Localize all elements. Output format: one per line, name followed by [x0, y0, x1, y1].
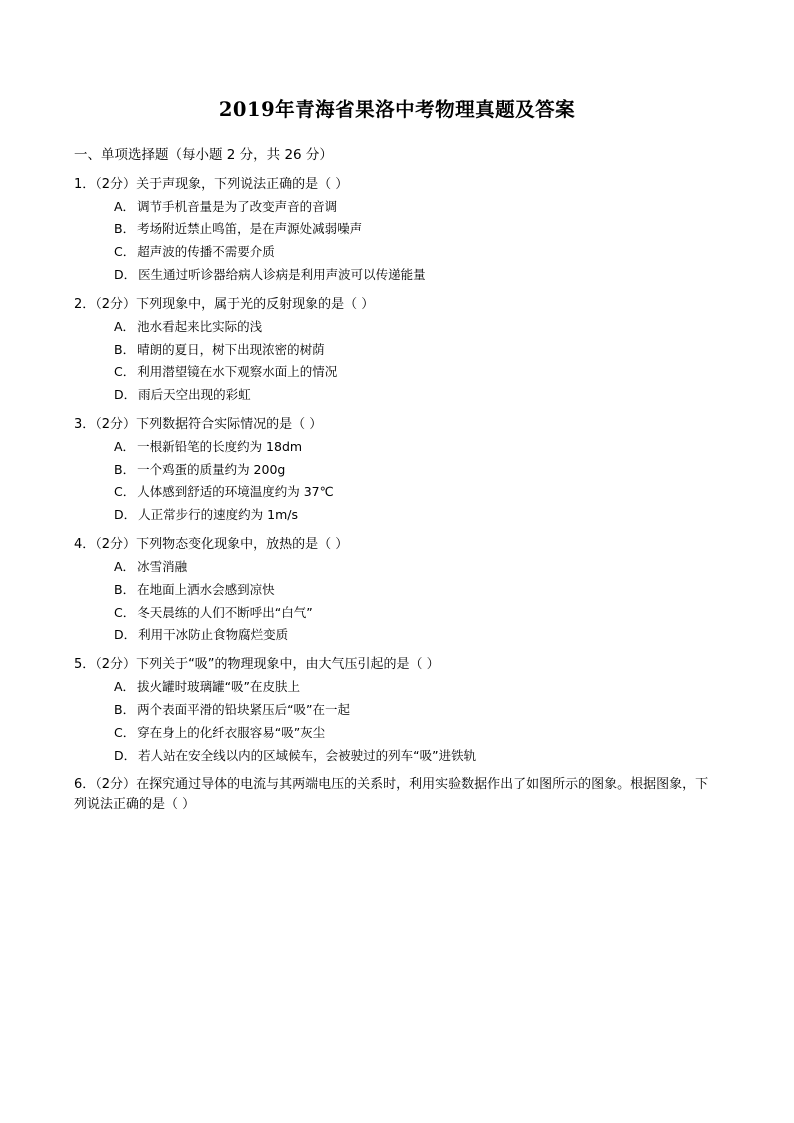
- question-score: （2分）: [95, 176, 137, 192]
- option-b: [74, 701, 720, 720]
- option-text: 一个鸡蛋的质量约为 200g: [137, 461, 286, 477]
- question-stem: [74, 295, 720, 315]
- option-c: [74, 604, 720, 623]
- option-text: 穿在身上的化纤衣服容易“吸”灰尘: [137, 724, 326, 740]
- option-a: [74, 438, 720, 457]
- option-label: B．: [114, 581, 136, 597]
- option-label: C．: [114, 244, 136, 260]
- question-text: 关于声现象，下列说法正确的是（ ）: [136, 176, 349, 192]
- option-label: A．: [114, 318, 136, 334]
- question-2: [74, 295, 720, 405]
- option-b: [74, 341, 720, 360]
- question-number: 5．: [74, 657, 96, 673]
- option-a: [74, 558, 720, 577]
- option-label: D．: [114, 627, 137, 643]
- option-b: [74, 461, 720, 480]
- question-score: （2分）: [95, 416, 137, 432]
- question-text: 下列关于“吸”的物理现象中，由大气压引起的是（ ）: [136, 657, 440, 673]
- option-label: A．: [114, 559, 136, 575]
- question-text: 下列数据符合实际情况的是（ ）: [136, 416, 323, 432]
- option-text: 在地面上洒水会感到凉快: [137, 581, 275, 597]
- option-d: [74, 266, 720, 285]
- option-d: [74, 506, 720, 525]
- question-stem: [74, 535, 720, 555]
- option-text: 人体感到舒适的环境温度约为 37℃: [137, 484, 334, 500]
- option-d: [74, 626, 720, 645]
- option-label: B．: [114, 702, 136, 717]
- question-5: [74, 655, 720, 765]
- option-label: B．: [114, 461, 136, 477]
- option-a: [74, 198, 720, 217]
- option-text: 池水看起来比实际的浅: [137, 318, 263, 334]
- option-label: D．: [114, 387, 137, 403]
- option-b: [74, 220, 720, 239]
- option-text: 考场附近禁止鸣笛，是在声源处减弱噪声: [137, 221, 363, 237]
- option-label: A．: [114, 198, 136, 214]
- question-text: 下列现象中，属于光的反射现象的是（ ）: [136, 296, 375, 312]
- option-label: D．: [114, 747, 137, 763]
- option-label: D．: [114, 507, 137, 523]
- option-label: C．: [114, 364, 136, 380]
- option-a: [74, 678, 720, 697]
- option-label: C．: [114, 604, 136, 620]
- question-number: 6．: [74, 777, 96, 793]
- option-c: [74, 363, 720, 382]
- option-label: C．: [114, 484, 136, 500]
- question-stem: [74, 655, 720, 675]
- question-1: [74, 175, 720, 285]
- option-label: A．: [114, 679, 136, 695]
- option-text: 拔火罐时玻璃罐“吸”在皮肤上: [137, 679, 301, 695]
- question-3: [74, 415, 720, 525]
- option-c: [74, 483, 720, 502]
- section-heading: 一、单项选择题（每小题 2 分，共 26 分）: [74, 147, 333, 164]
- option-text: 医生通过听诊器给病人诊病是利用声波可以传递能量: [138, 266, 426, 282]
- question-number: 1．: [74, 176, 96, 192]
- option-d: [74, 747, 720, 766]
- question-number: 3．: [74, 416, 96, 432]
- option-c: [74, 724, 720, 743]
- question-score: （2分）: [95, 777, 137, 793]
- question-number: 2．: [74, 296, 96, 312]
- option-text: 冬天晨练的人们不断呼出“白气”: [137, 604, 313, 620]
- option-text: 冰雪消融: [137, 559, 188, 575]
- page-title: 2019年青海省果洛中考物理真题及答案: [218, 98, 576, 121]
- option-text: 利用潜望镜在水下观察水面上的情况: [137, 364, 338, 380]
- option-text: 一根新铅笔的长度约为 18dm: [137, 438, 303, 454]
- option-text: 两个表面平滑的铅块紧压后“吸”在一起: [137, 702, 351, 717]
- option-text: 超声波的传播不需要介质: [137, 244, 275, 260]
- question-stem: [74, 415, 720, 435]
- option-text: 利用干冰防止食物腐烂变质: [138, 627, 289, 643]
- question-text: 下列物态变化现象中，放热的是（ ）: [136, 536, 349, 552]
- question-number: 4．: [74, 536, 96, 552]
- question-stem: [74, 775, 720, 815]
- question-score: （2分）: [95, 296, 137, 312]
- option-text: 人正常步行的速度约为 1m/s: [138, 507, 298, 523]
- option-label: B．: [114, 221, 136, 237]
- option-text: 若人站在安全线以内的区域候车，会被驶过的列车“吸”进铁轨: [138, 747, 477, 763]
- question-4: [74, 535, 720, 645]
- option-b: [74, 581, 720, 600]
- question-stem: [74, 175, 720, 195]
- option-label: C．: [114, 724, 136, 740]
- question-6: [74, 775, 720, 815]
- option-text: 雨后天空出现的彩虹: [138, 387, 251, 403]
- option-a: [74, 318, 720, 337]
- option-c: [74, 243, 720, 262]
- question-score: （2分）: [95, 657, 137, 673]
- option-label: A．: [114, 438, 136, 454]
- question-score: （2分）: [95, 536, 137, 552]
- option-text: 晴朗的夏日，树下出现浓密的树荫: [137, 341, 325, 357]
- option-label: B．: [114, 341, 136, 357]
- option-label: D．: [114, 266, 137, 282]
- option-text: 调节手机音量是为了改变声音的音调: [137, 198, 338, 214]
- option-d: [74, 386, 720, 405]
- question-text: 在探究通过导体的电流与其两端电压的关系时，利用实验数据作出了如图所示的图象。根据图象，下列说法正确的是（ ）: [74, 777, 709, 813]
